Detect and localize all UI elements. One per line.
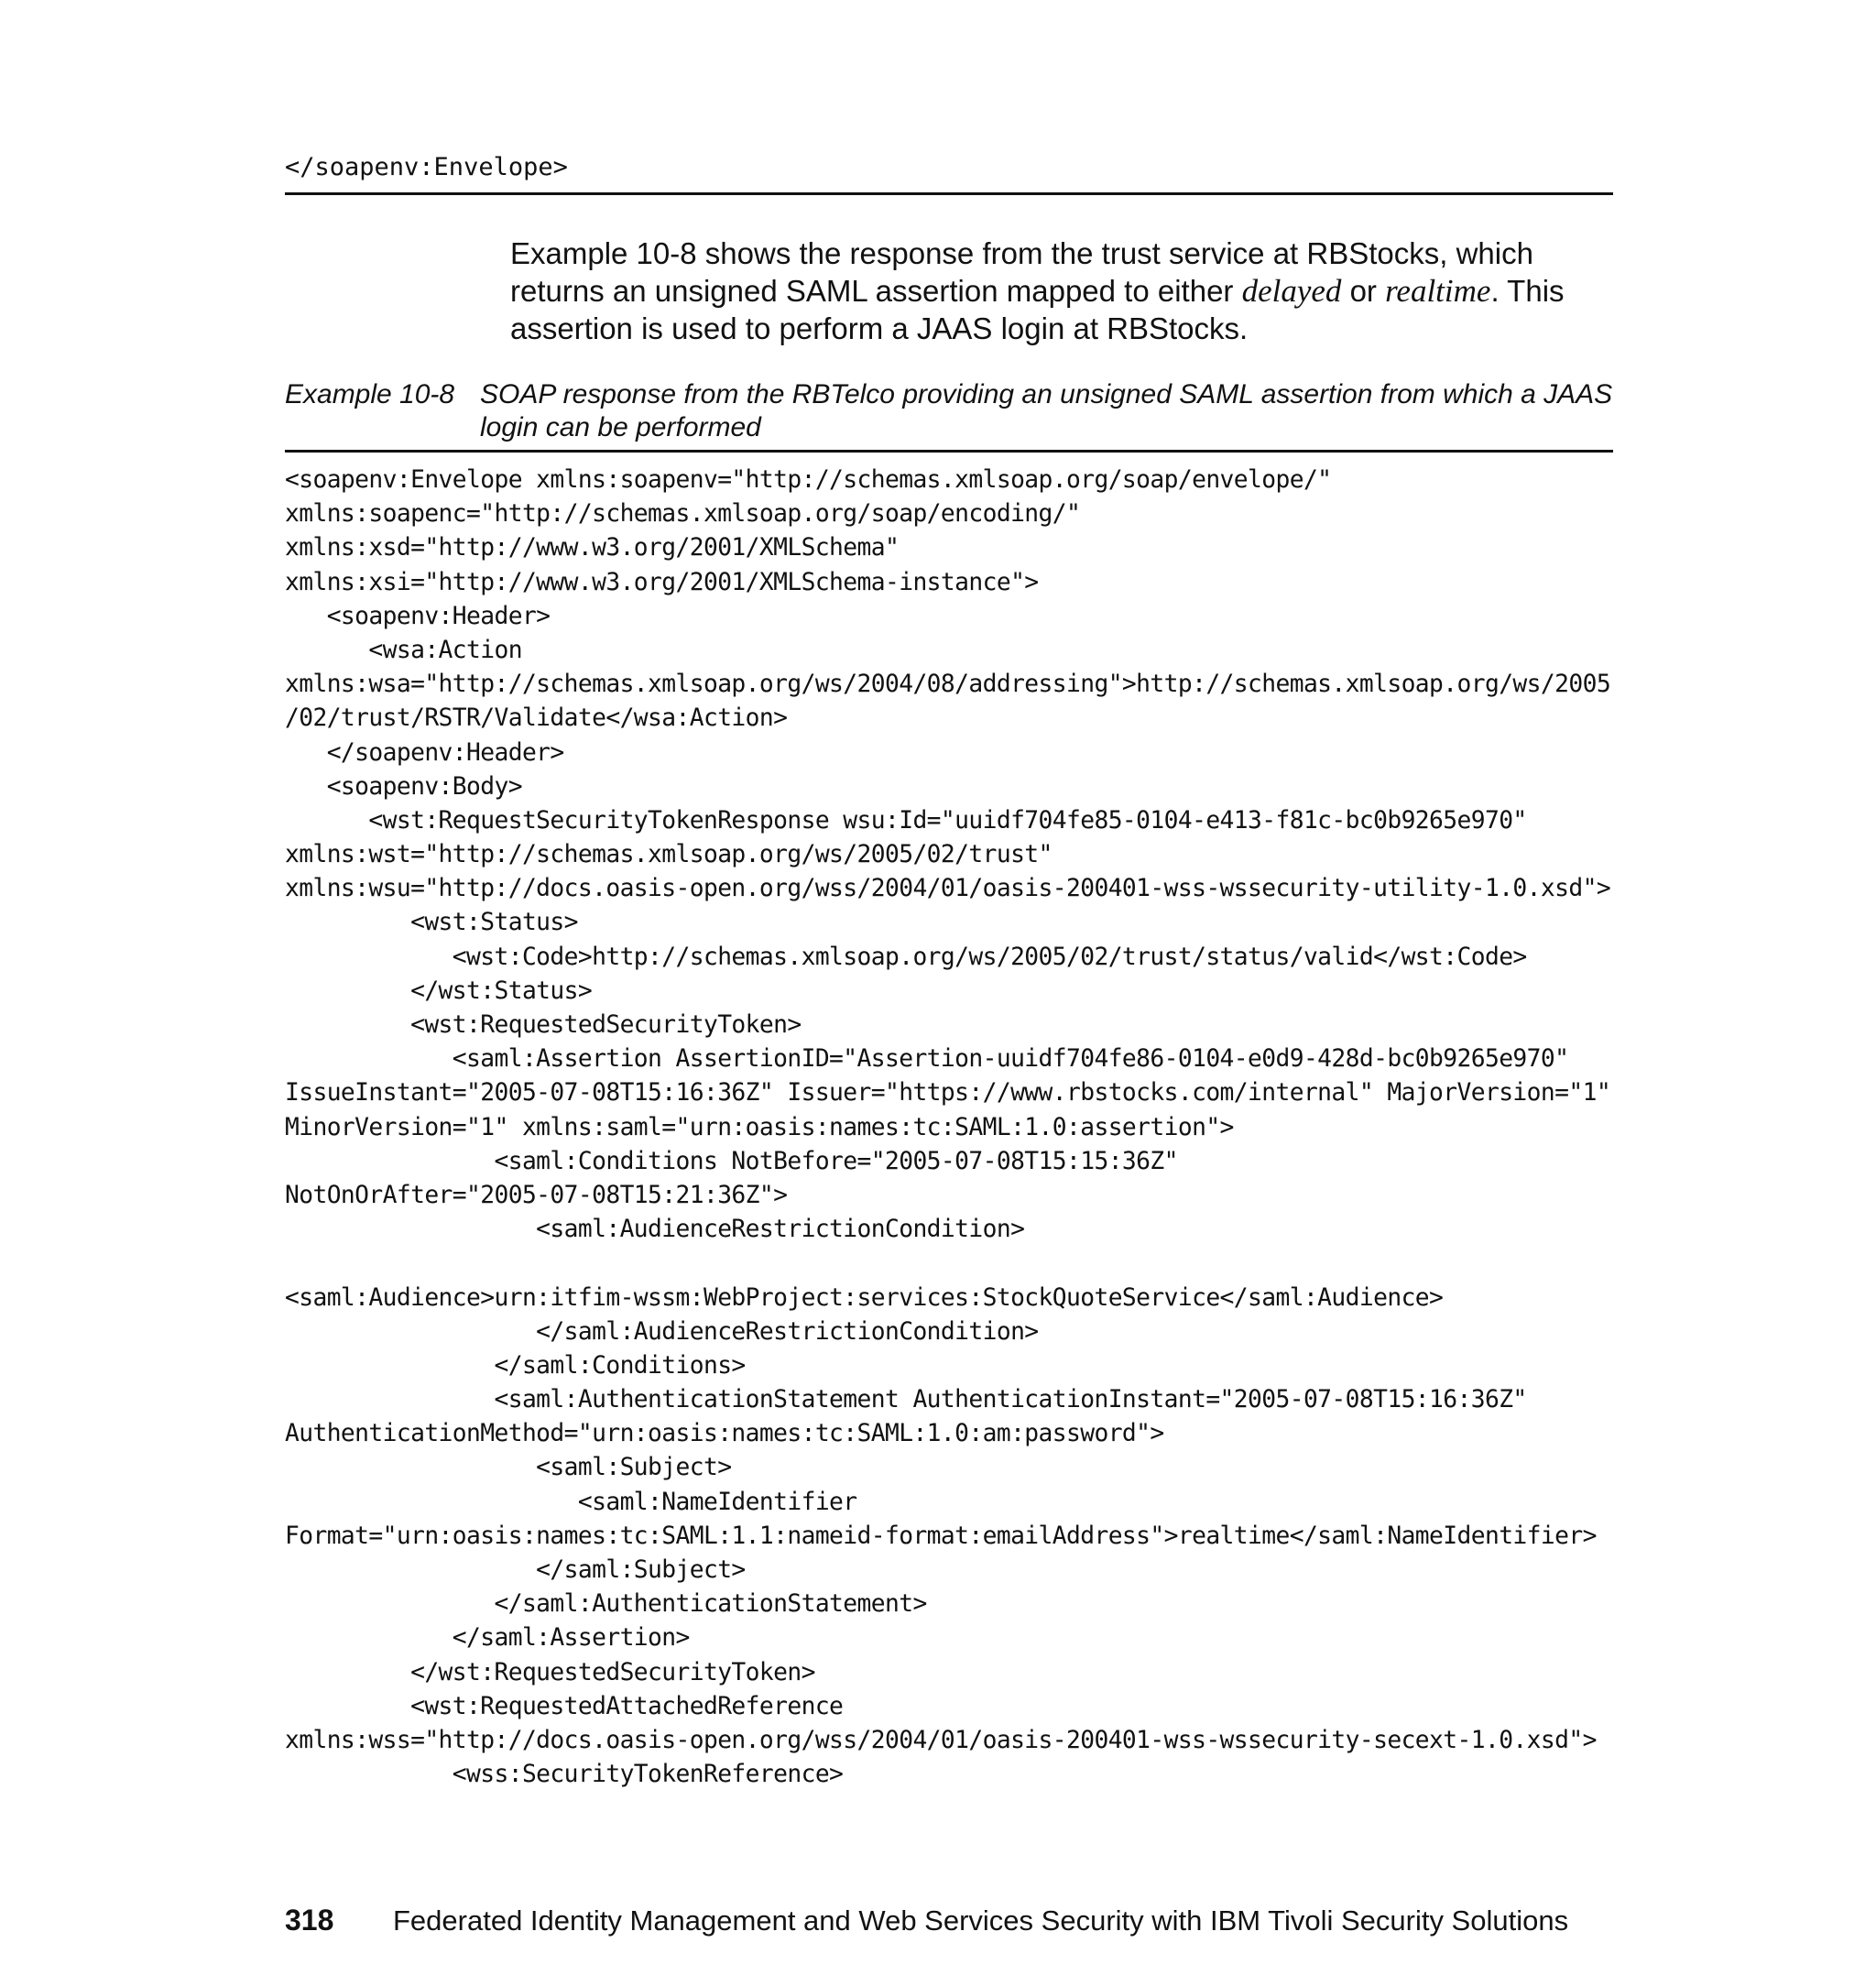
code-line: <wsa:Action [285,636,522,664]
example-rule [285,450,1613,453]
code-line: NotOnOrAfter="2005-07-08T15:21:36Z"> [285,1181,788,1209]
code-line: /02/trust/RSTR/Validate</wsa:Action> [285,704,788,733]
example-caption-text: SOAP response from the RBTelco providing an unsigned SAML assertion from which a JAAS login can be performed [480,379,1613,442]
code-line: <saml:AudienceRestrictionCondition> [285,1216,1025,1244]
intro-text-1: Example 10-8 shows the response from the trust service at RBStocks, which returns an unsigned SAML assertion mapped to either [510,236,1533,308]
code-line: <wst:RequestSecurityTokenResponse wsu:Id="uuidf704fe85-0104-e413-f81c-bc0b9265e970" [285,806,1527,835]
code-line: </wst:RequestedSecurityToken> [285,1658,815,1686]
code-listing [285,464,1622,1792]
top-rule [285,192,1613,195]
code-line: <wst:RequestedSecurityToken> [285,1011,802,1039]
code-line: <saml:Conditions NotBefore="2005-07-08T15:15:36Z" [285,1147,1178,1175]
code-line: xmlns:wst="http://schemas.xmlsoap.org/ws/2005/02/trust" [285,841,1053,869]
code-line: <saml:Assertion AssertionID="Assertion-uuidf704fe86-0104-e0d9-428d-bc0b9265e970" [285,1045,1569,1074]
code-line: xmlns:soapenc="http://schemas.xmlsoap.org/soap/encoding/" [285,500,1081,529]
code-line: xmlns:xsd="http://www.w3.org/2001/XMLSchema" [285,534,900,562]
page-footer [285,1902,1568,1939]
code-line: <soapenv:Body> [285,772,522,801]
code-line: <wst:Code>http://schemas.xmlsoap.org/ws/2005/02/trust/status/valid</wst:Code> [285,943,1527,971]
code-line: <saml:NameIdentifier [285,1488,857,1516]
previous-code-tail: </soapenv:Envelope> [285,153,568,181]
intro-term-delayed: delayed [1241,273,1342,309]
code-line: <saml:Subject> [285,1454,732,1482]
page-number: 318 [285,1904,334,1937]
code-line: <soapenv:Envelope xmlns:soapenv="http://schemas.xmlsoap.org/soap/envelope/" [285,466,1332,494]
code-line: <saml:Audience>urn:itfim-wssm:WebProject:services:StockQuoteService</saml:Audience> [285,1283,1444,1312]
code-line: </wst:Status> [285,977,593,1005]
code-line: <wst:Status> [285,909,578,937]
intro-text-2: or [1341,274,1386,308]
code-line: Format="urn:oasis:names:tc:SAML:1.1:nameid-format:emailAddress">realtime</saml:NameIdentifier> [285,1522,1597,1550]
code-line: AuthenticationMethod="urn:oasis:names:tc:SAML:1.0:am:password"> [285,1420,1164,1448]
code-line: xmlns:wss="http://docs.oasis-open.org/wss/2004/01/oasis-200401-wss-wssecurity-secext-1.0.xsd"> [285,1726,1597,1754]
code-line: </saml:AuthenticationStatement> [285,1590,927,1619]
code-line [285,1247,1622,1281]
code-line: <soapenv:Header> [285,602,551,630]
code-line: xmlns:wsu="http://docs.oasis-open.org/wss/2004/01/oasis-200401-wss-wssecurity-utility-1.0.xsd"> [285,875,1611,903]
code-line: </soapenv:Header> [285,738,564,767]
book-title: Federated Identity Management and Web Services Security with IBM Tivoli Security Solutions [393,1904,1569,1937]
code-line: </saml:Conditions> [285,1351,746,1380]
code-line: <wst:RequestedAttachedReference [285,1692,844,1720]
example-label: Example 10-8 [285,379,455,409]
code-line: xmlns:wsa="http://schemas.xmlsoap.org/ws/2004/08/addressing">http://schemas.xmlsoap.org/ws/2005 [285,671,1611,699]
intro-paragraph [510,235,1614,347]
code-line: xmlns:xsi="http://www.w3.org/2001/XMLSchema-instance"> [285,568,1039,596]
code-line: MinorVersion="1" xmlns:saml="urn:oasis:names:tc:SAML:1.0:assertion"> [285,1113,1234,1141]
code-line: </saml:Subject> [285,1556,746,1584]
code-line: <saml:AuthenticationStatement AuthenticationInstant="2005-07-08T15:16:36Z" [285,1386,1527,1414]
intro-term-realtime: realtime [1385,273,1491,309]
code-line: <wss:SecurityTokenReference> [285,1761,844,1789]
code-line: </saml:AudienceRestrictionCondition> [285,1317,1039,1346]
intro-text-3: . This assertion is used to perform a JAAS login at RBStocks. [510,274,1565,345]
code-line: </saml:Assertion> [285,1624,690,1653]
code-line: IssueInstant="2005-07-08T15:16:36Z" Issuer="https://www.rbstocks.com/internal" MajorVersion="1" [285,1079,1611,1108]
